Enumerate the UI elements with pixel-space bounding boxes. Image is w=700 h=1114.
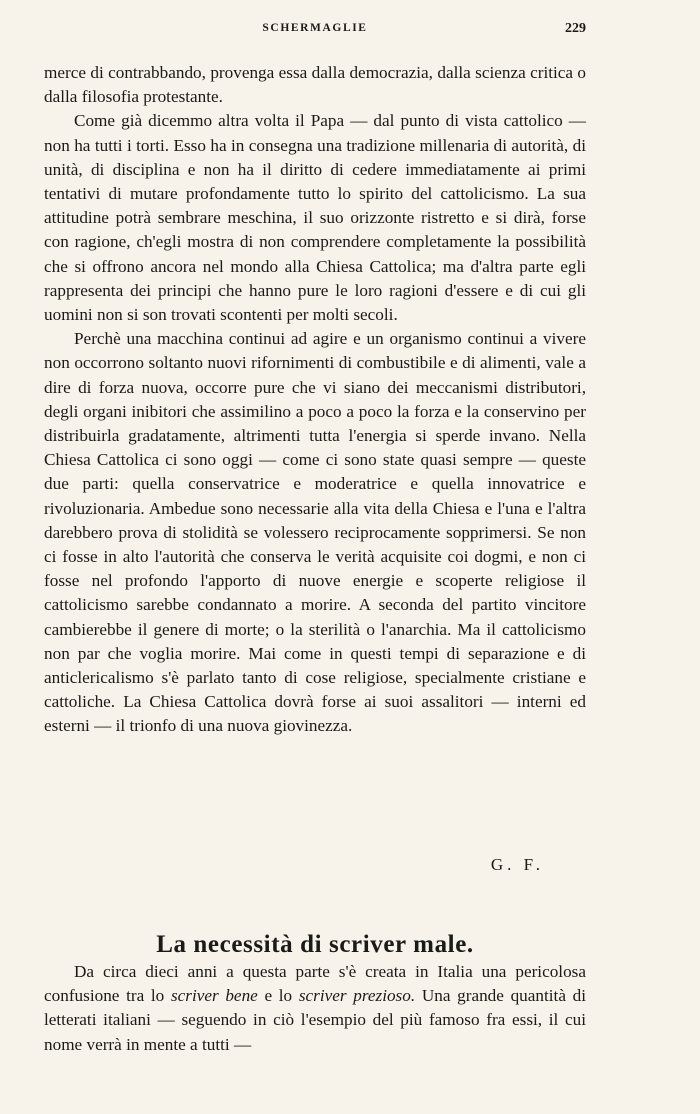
running-title: SCHERMAGLIE (262, 22, 368, 34)
section-paragraph-start: Da circa dieci anni a questa parte s'è creata in Italia una pericolosa confusione tra lo (44, 962, 586, 1006)
running-head (44, 22, 586, 42)
article-signature: G. F. (490, 855, 544, 874)
article-paragraph-1: merce di contrabbando, provenga essa dalla democrazia, dalla scienza critica o dalla filosofia protestante. (44, 63, 586, 107)
article-paragraph-2: Come già dicemmo altra volta il Papa — dal punto di vista cattolico — non ha tutti i torti. Esso ha in consegna una tradizione millenaria di autorità, di unità, di disciplina e non ha il diritto di cedere immediatamente ai primi tentativi di mutare profondamente tutto lo spirito del cattolicismo. La sua attitudine potrà sembrare meschina, il suo orizzonte ristretto e si dirà, forse con ragione, ch'egli mostra di non comprendere completamente la possibilità che si offrono ancora nel mondo alla Chiesa Cattolica; ma d'altra parte egli rappresenta dei principi che hanno pure le loro ragioni d'essere e di cui gli uomini non si son trovati scontenti per molti secoli. (44, 111, 586, 325)
article-text (44, 61, 586, 739)
page-number: 229 (565, 21, 586, 36)
section-connector: e lo (257, 986, 299, 1006)
section-title: La necessità di scriver male. (156, 930, 474, 958)
article-paragraph-3: Perchè una macchina continui ad agire e un organismo continui a vivere non occorrono soltanto nuovi rifornimenti di combustibile e di alimenti, vale a dire di forza nuova, occorre pure che vi siano dei meccanismi distributori, degli organi inibitori che assimilino a poco a poco la forza e la conservino per distribuirla gradatamente, altrimenti tutta l'energia si sperde invano. Nella Chiesa Cattolica ci sono oggi — come ci sono state quasi sempre — queste due parti: quella conservatrice e moderatrice e quella innovatrice e rivoluzionaria. Ambedue sono necessarie alla vita della Chiesa e l'una e l'altra darebbero prova di stolidità se volessero reciprocamente sopprimersi. Se non ci fosse in alto l'autorità che conserva le verità acquisite coi dogmi, e non ci fosse nel profondo l'apporto di nuove energie e scoperte religiose il cattolicismo sarebbe condannato a morire. A seconda del partito vincitore cambierebbe il genere di morte; o la sterilità o l'anarchia. Ma il cattolicismo non par che voglia morire. Mai come in questi tempi di separazione e di anticlericalismo s'è parlato tanto di cose religiose, specialmente cristiane e cattoliche. La Chiesa Cattolica dovrà forse ai suoi assalitori — interni ed esterni — il trionfo di una nuova giovinezza. (44, 329, 586, 736)
italic-phrase-scriver-bene: scriver bene (170, 986, 258, 1006)
section-paragraph-1 (44, 960, 586, 1057)
section-paragraph-end: Una grande quantità di letterati italiani — seguendo in ciò l'esempio del più famoso fra essi, il cui nome verrà in mente a tutti — (44, 986, 586, 1054)
italic-phrase-scriver-prezioso: scriver prezioso. (298, 986, 416, 1006)
section-text (44, 960, 586, 1057)
